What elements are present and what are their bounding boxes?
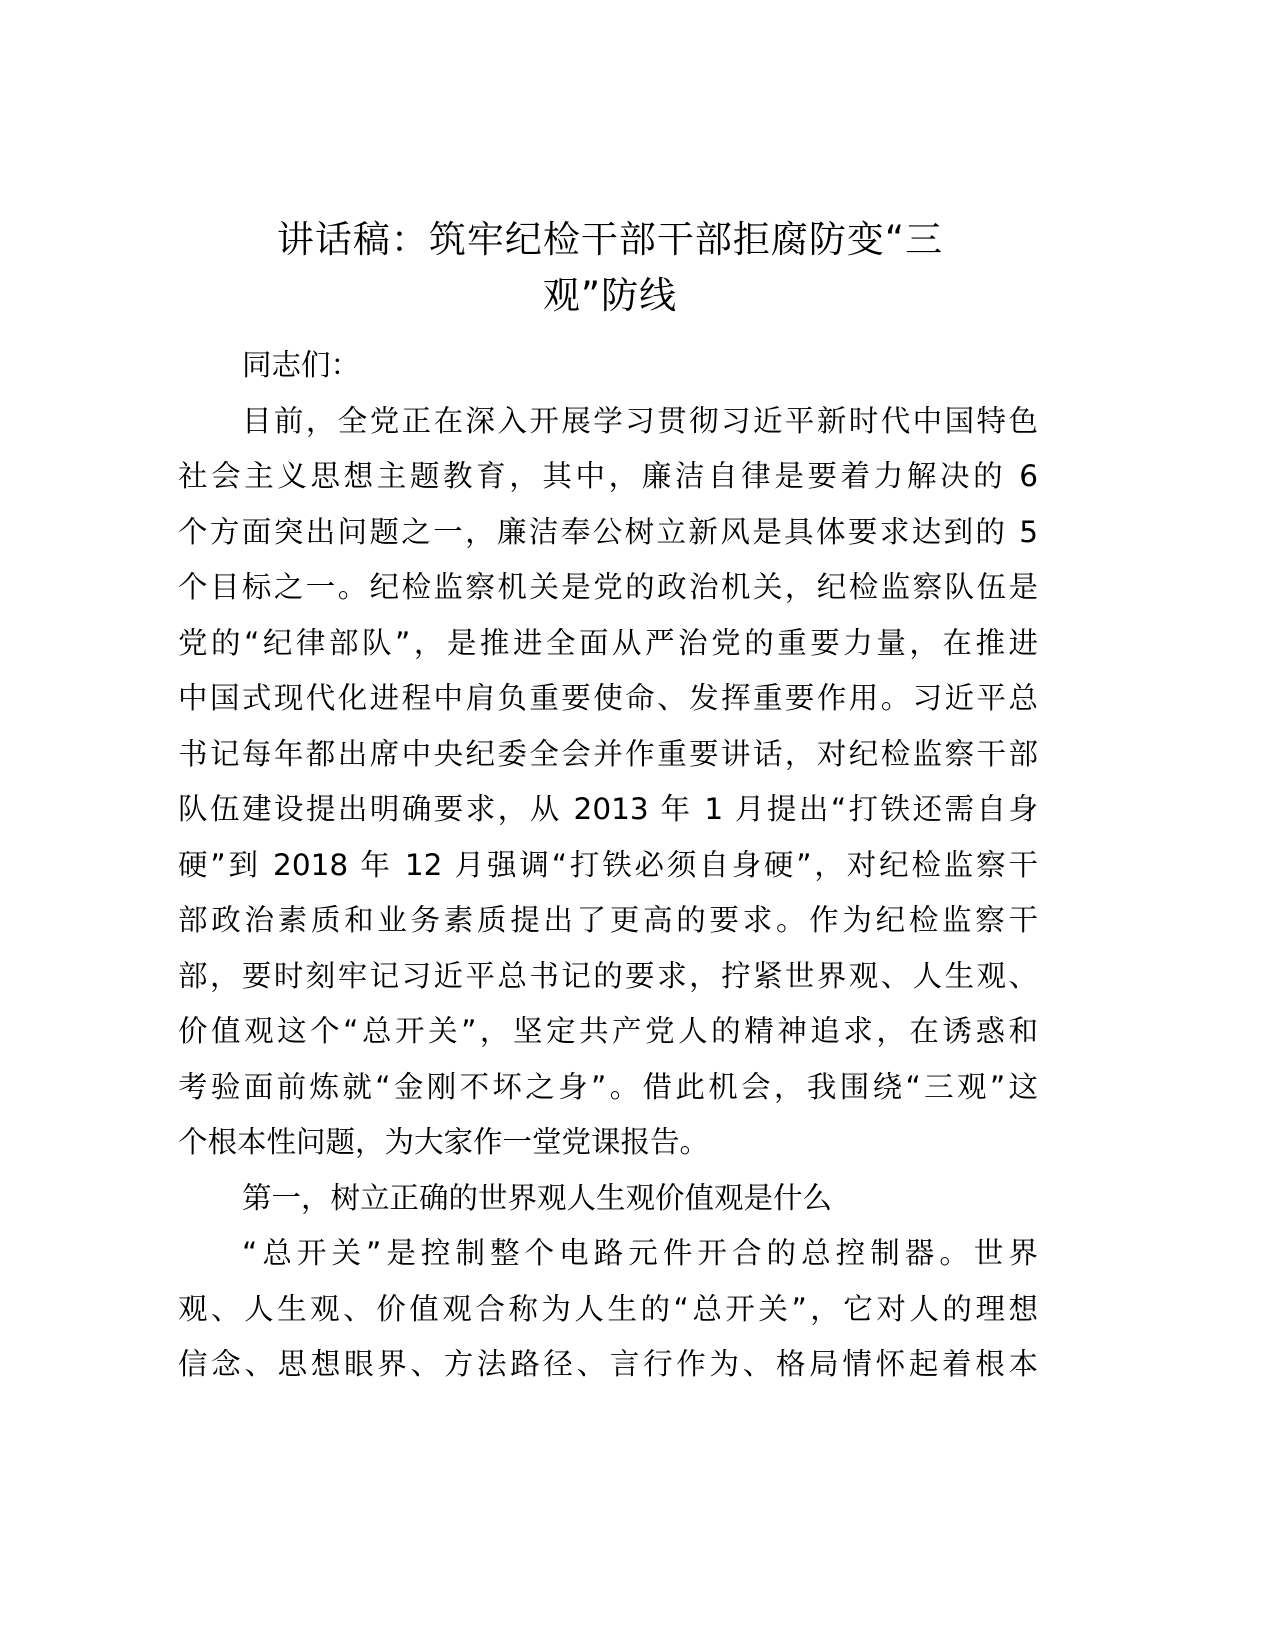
paragraph-line: 部政治素质和业务素质提出了更高的要求。作为纪检监察干 xyxy=(178,903,1038,937)
document-title xyxy=(180,212,1040,324)
paragraph-intro xyxy=(178,394,1038,1171)
paragraph-line: 队伍建设提出明确要求，从 2013 年 1 月提出“打铁还需自身 xyxy=(178,792,1038,826)
paragraph-line: 价值观这个“总开关”，坚定共产党人的精神追求，在诱惑和 xyxy=(178,1014,1038,1048)
paragraph-line: 党的“纪律部队”，是推进全面从严治党的重要力量，在推进 xyxy=(178,625,1038,660)
paragraph-line: 信念、思想眼界、方法路径、言行作为、格局情怀起着根本 xyxy=(178,1347,1038,1381)
paragraph-line: “总开关”是控制整个电路元件开合的总控制器。世界 xyxy=(242,1236,1038,1270)
paragraph-line: 硬”到 2018 年 12 月强调“打铁必须自身硬”，对纪检监察干 xyxy=(178,847,1038,882)
paragraph-line: 个根本性问题，为大家作一堂党课报告。 xyxy=(178,1125,710,1159)
paragraph-line: 社会主义思想主题教育，其中，廉洁自律是要着力解决的 6 xyxy=(178,459,1038,493)
title-line-1: 讲话稿：筑牢纪检干部干部拒腐防变“三 xyxy=(276,218,944,261)
salutation: 同志们： xyxy=(242,348,361,382)
paragraph-master-switch xyxy=(178,1226,1038,1393)
paragraph-line: 个方面突出问题之一，廉洁奉公树立新风是具体要求达到的 5 xyxy=(178,514,1038,549)
paragraph-line: 目前，全党正在深入开展学习贯彻习近平新时代中国特色 xyxy=(242,403,1038,438)
title-line-2: 观”防线 xyxy=(542,274,678,317)
paragraph-line: 部，要时刻牢记习近平总书记的要求，拧紧世界观、人生观、 xyxy=(178,958,1038,993)
paragraph-line: 个目标之一。纪检监察机关是党的政治机关，纪检监察队伍是 xyxy=(178,570,1038,604)
paragraph-line: 观、人生观、价值观合称为人生的“总开关”，它对人的理想 xyxy=(178,1291,1038,1326)
paragraph-line: 中国式现代化进程中肩负重要使命、发挥重要作用。习近平总 xyxy=(178,681,1038,715)
section-heading: 第一，树立正确的世界观人生观价值观是什么 xyxy=(242,1180,833,1215)
paragraph-line: 考验面前炼就“金刚不坏之身”。借此机会，我围绕“三观”这 xyxy=(178,1069,1038,1104)
paragraph-line: 书记每年都出席中央纪委全会并作重要讲话，对纪检监察干部 xyxy=(178,736,1038,771)
document-body xyxy=(178,338,1038,1393)
